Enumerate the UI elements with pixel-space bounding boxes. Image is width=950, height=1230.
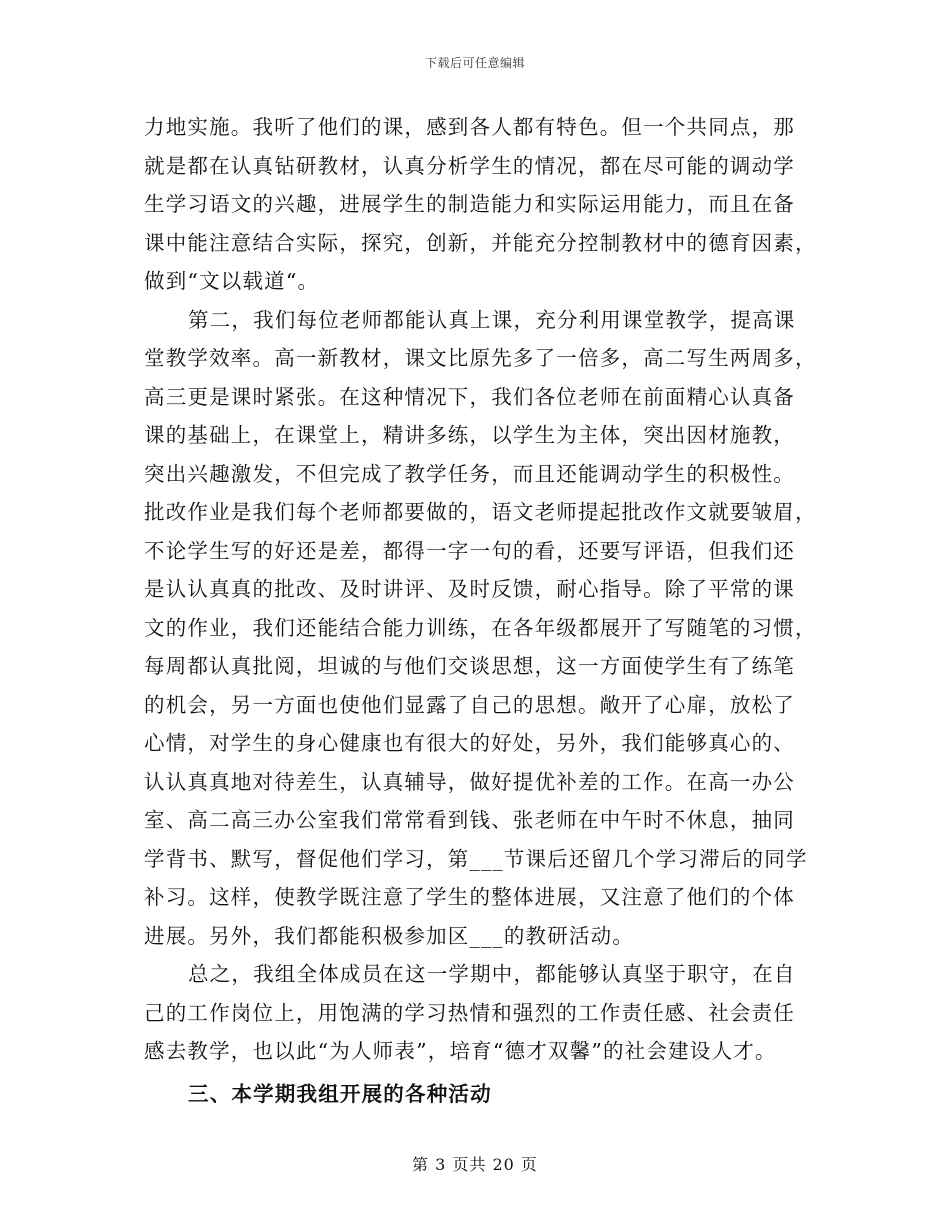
body-line: 批改作业是我们每个老师都要做的，语文老师提起批改作文就要皱眉， bbox=[144, 500, 817, 524]
body-line: 进展。另外，我们都能积极参加区___的教研活动。 bbox=[144, 923, 635, 948]
body-line: 不论学生写的好还是差，都得一字一句的看，还要写评语，但我们还 bbox=[144, 538, 795, 563]
body-line: 学背书、默写，督促他们学习，第___节课后还留几个学习滞后的同学 bbox=[144, 846, 808, 871]
body-line: 是认认真真的批改、及时讲评、及时反馈，耐心指导。除了平常的课 bbox=[144, 577, 795, 601]
page-header-note: 下载后可任意编辑 bbox=[424, 56, 525, 70]
body-line: 高三更是课时紧张。在这种情况下，我们各位老师在前面精心认真备 bbox=[144, 384, 795, 409]
body-line: 心情，对学生的身心健康也有很大的好处，另外，我们能够真心的、 bbox=[144, 731, 795, 755]
body-line: 堂教学效率。高一新教材，课文比原先多了一倍多，高二写生两周多， bbox=[144, 346, 817, 370]
body-line: 感去教学，也以此“为人师表”，培育“德才双馨”的社会建设人才。 bbox=[144, 1039, 777, 1063]
body-line: 的机会，另一方面也使他们显露了自己的思想。敞开了心扉，放松了 bbox=[144, 692, 795, 717]
body-line: 补习。这样，使教学既注意了学生的整体进展，又注意了他们的个体 bbox=[144, 885, 795, 909]
body-line: 认认真真地对待差生，认真辅导，做好提优补差的工作。在高一办公 bbox=[144, 769, 795, 794]
body-line: 文的作业，我们还能结合能力训练，在各年级都展开了写随笔的习惯， bbox=[144, 615, 817, 640]
section-heading: 三、本学期我组开展的各种活动 bbox=[188, 1081, 492, 1106]
body-line: 力地实施。我听了他们的课，感到各人都有特色。但一个共同点，那 bbox=[144, 115, 795, 139]
body-line: 己的工作岗位上，用饱满的学习热情和强烈的工作责任感、社会责任 bbox=[144, 1000, 795, 1025]
body-line: 就是都在认真钻研教材，认真分析学生的情况，都在尽可能的调动学 bbox=[144, 153, 795, 178]
paragraph-start-line: 总之，我组全体成员在这一学期中，都能够认真坚于职守，在自 bbox=[188, 962, 796, 986]
paragraph-start-line: 第二，我们每位老师都能认真上课，充分利用课堂教学，提高课 bbox=[188, 307, 796, 332]
page-number-footer: 第 3 页共 20 页 bbox=[412, 1155, 538, 1174]
body-line: 突出兴趣激发，不但完成了教学任务，而且还能调动学生的积极性。 bbox=[144, 461, 795, 486]
body-line: 每周都认真批阅，坦诚的与他们交谈思想，这一方面使学生有了练笔 bbox=[144, 654, 795, 678]
body-line: 课中能注意结合实际，探究，创新，并能充分控制教材中的德育因素， bbox=[144, 230, 817, 255]
body-line: 做到“文以载道“。 bbox=[144, 269, 320, 293]
document-body bbox=[144, 108, 817, 1113]
body-line: 生学习语文的兴趣，进展学生的制造能力和实际运用能力，而且在备 bbox=[144, 192, 795, 216]
body-line: 课的基础上，在课堂上，精讲多练，以学生为主体，突出因材施教， bbox=[144, 423, 795, 447]
body-line: 室、高二高三办公室我们常常看到钱、张老师在中午时不休息，抽同 bbox=[144, 808, 795, 832]
